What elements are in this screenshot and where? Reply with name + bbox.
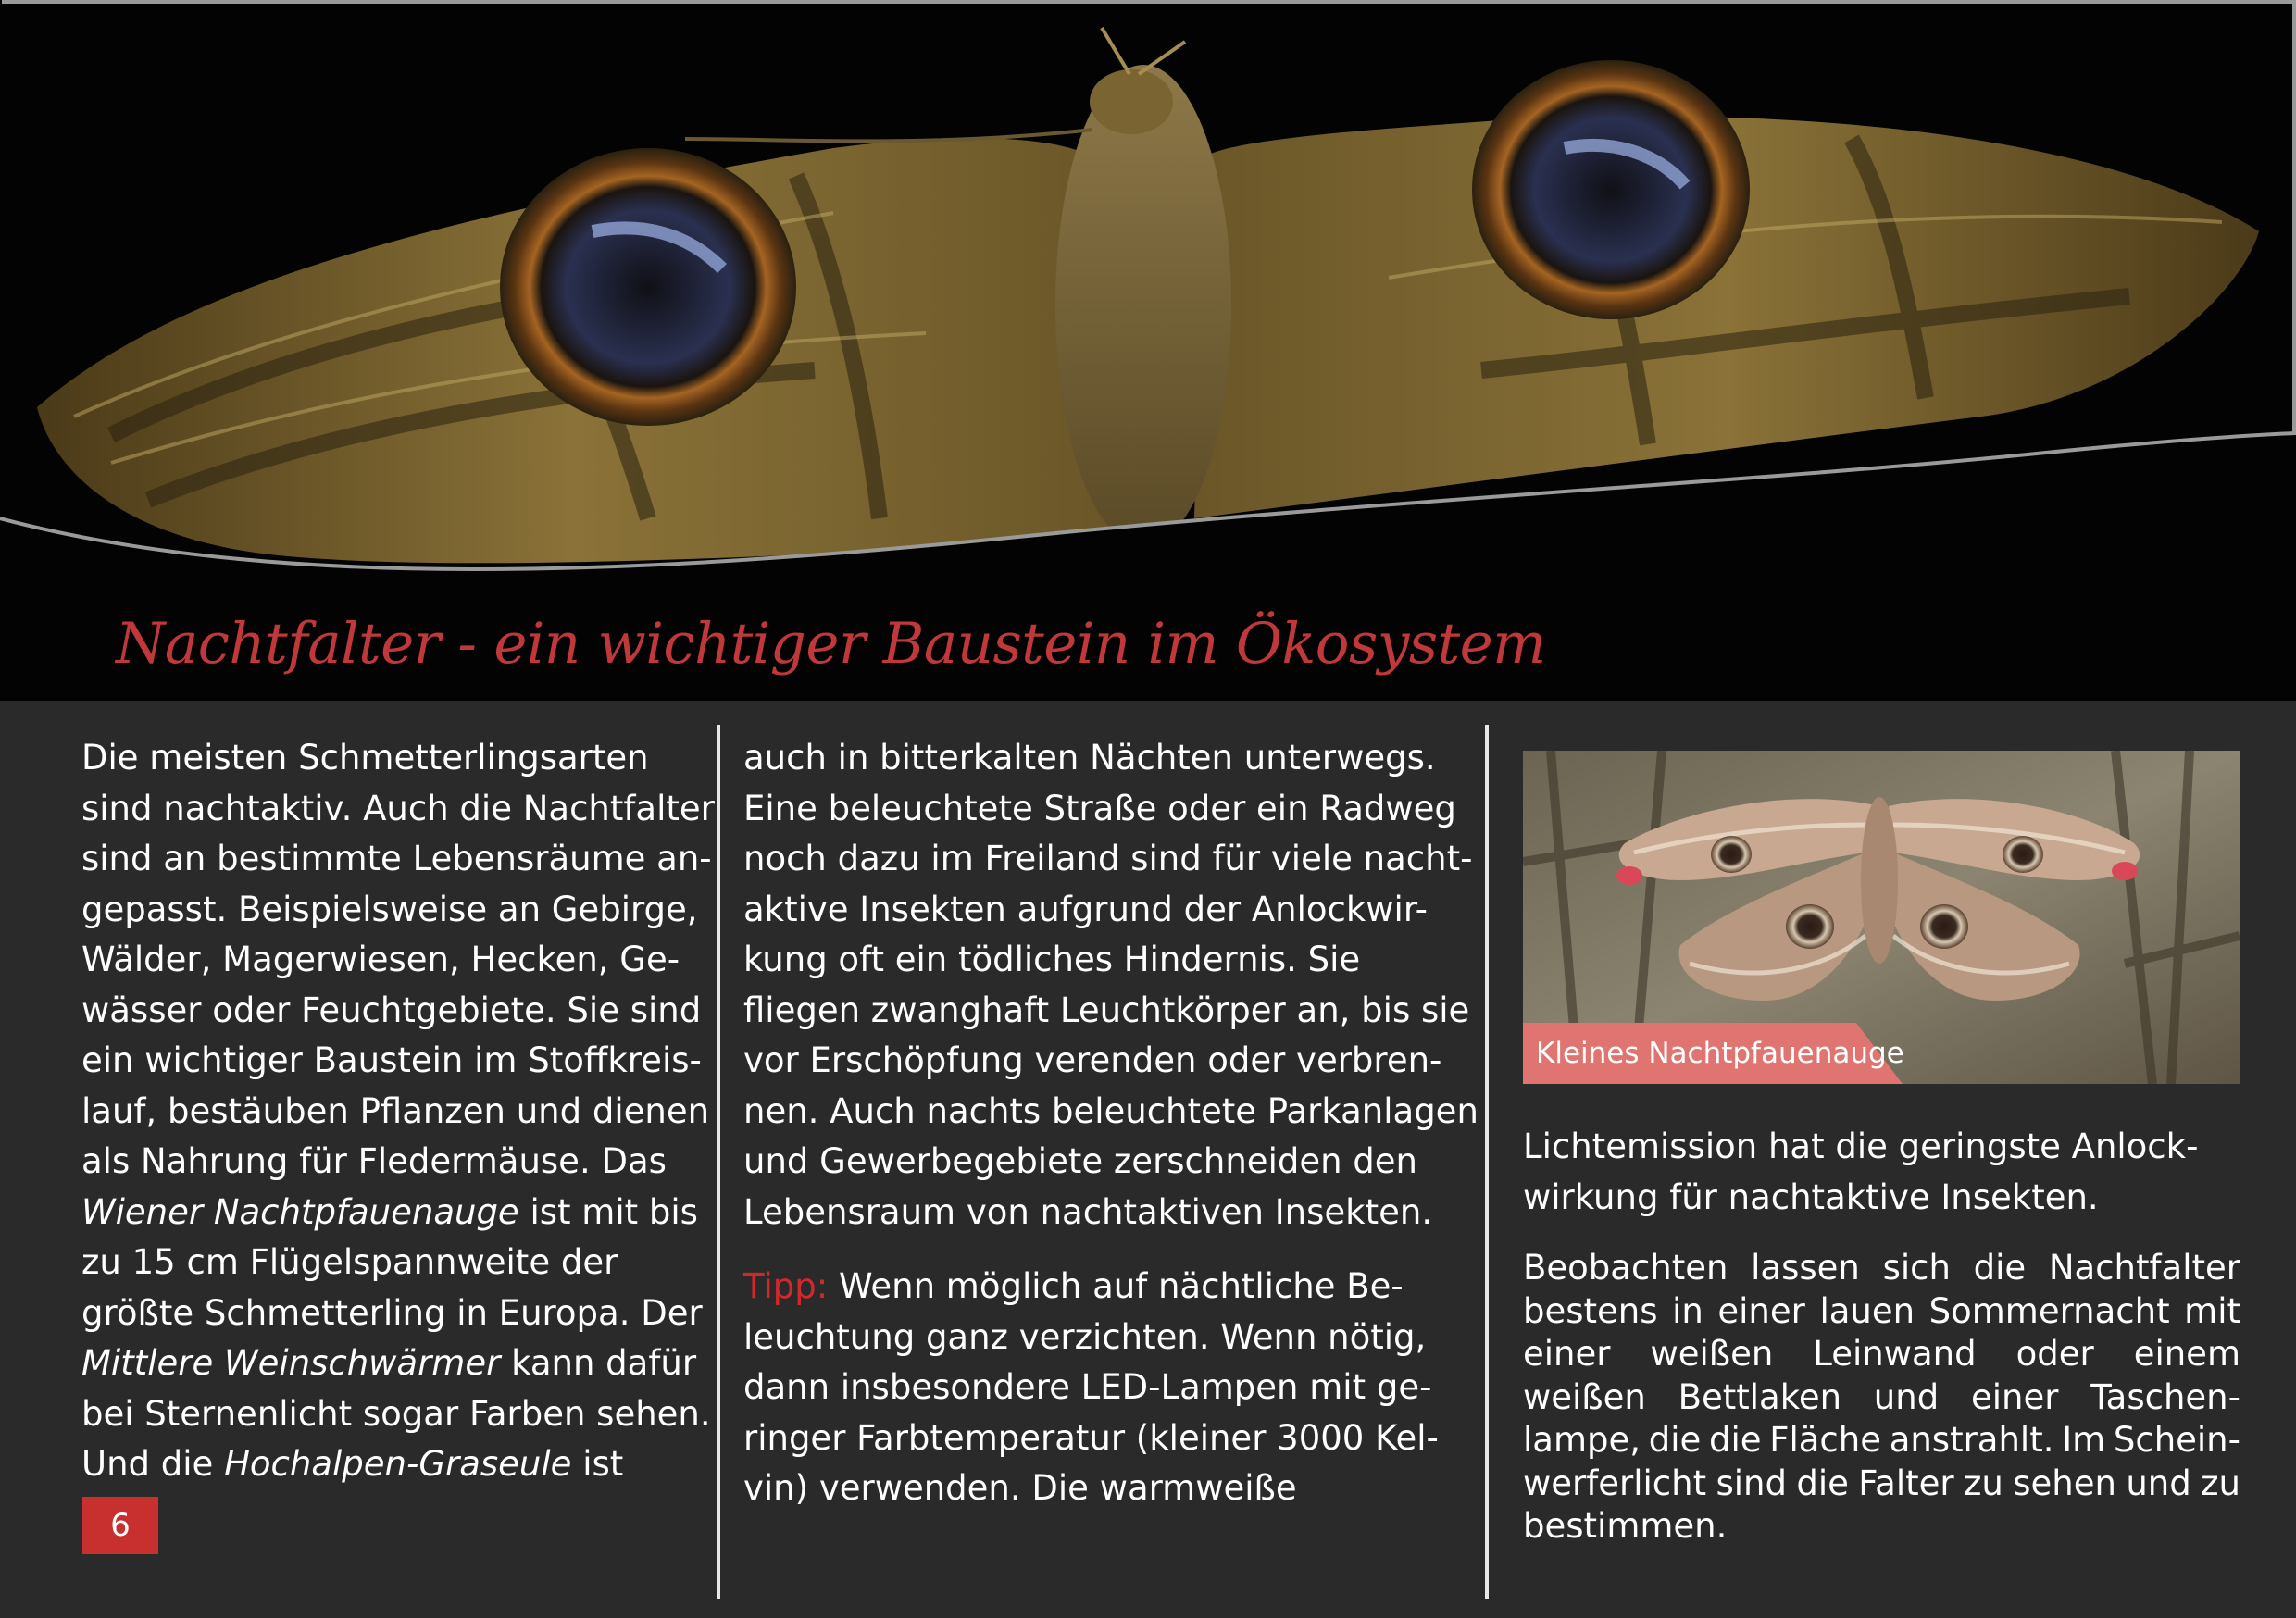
text-column-2 (743, 733, 1479, 1514)
justified-line (1523, 1290, 2240, 1334)
word: Leinwand (1813, 1334, 1977, 1374)
text-line: gepasst. Beispielsweise an Gebirge, (81, 889, 698, 929)
word: Taschen- (2090, 1376, 2240, 1417)
word: Nachtfalter (2048, 1248, 2240, 1288)
word: lauen (1819, 1290, 1915, 1331)
word: lassen (1751, 1248, 1860, 1288)
word: mit (2184, 1290, 2240, 1331)
text-line: zu 15 cm Flügelspannweite der (81, 1242, 618, 1282)
tip-label: Tipp: (743, 1266, 829, 1306)
page-number: 6 (82, 1497, 158, 1554)
justified-line (1523, 1247, 2240, 1290)
text-line: ein wichtiger Baustein im Stoffkreis- (81, 1040, 702, 1080)
text-line: lauf, bestäuben Pflanzen und dienen (81, 1090, 710, 1131)
justified-line (1523, 1333, 2240, 1376)
species-name: Mittlere Weinschwärmer (81, 1343, 501, 1383)
word: Fläche (1769, 1420, 1881, 1460)
text-line: fliegen zwanghaft Leuchtkörper an, bis sie (743, 989, 1470, 1030)
word: weißen (1650, 1334, 1774, 1374)
species-name: Hochalpen-Graseule (224, 1444, 572, 1484)
text-column-1 (81, 733, 730, 1490)
word: Im (2062, 1420, 2106, 1460)
word: zu (2201, 1462, 2240, 1503)
text-line: leuchtung ganz verzichten. Wenn nötig, (743, 1316, 1427, 1357)
justified-line (1523, 1419, 2240, 1462)
word: sind (1716, 1462, 1787, 1503)
text-line: aktive Insekten aufgrund der Anlockwir- (743, 889, 1429, 929)
word: Bettlaken (1678, 1376, 1842, 1417)
word: einer (1717, 1290, 1805, 1331)
word: weißen (1523, 1376, 1646, 1417)
word: die (1973, 1248, 2027, 1288)
text-line: bei Sternenlicht sogar Farben sehen. (81, 1393, 711, 1434)
word: sich (1882, 1248, 1951, 1288)
tip-line: Tipp: Wenn möglich auf nächtliche Be- (743, 1266, 1404, 1306)
text-line: noch dazu im Freiland sind für viele nacht- (743, 839, 1473, 878)
column-divider (1485, 725, 1489, 1599)
word: einer (1970, 1376, 2059, 1417)
word: und (1873, 1376, 1940, 1417)
page-title: Nachtfalter - ein wichtiger Baustein im Ökosystem (116, 611, 1546, 677)
word: anstrahlt. (1889, 1420, 2054, 1460)
word: einem (2133, 1334, 2240, 1374)
text-line: größte Schmetterling in Europa. Der (81, 1292, 703, 1333)
hero-section (0, 0, 2296, 701)
text-line: Eine beleuchtete Straße oder ein Radweg (743, 788, 1456, 828)
text-line: Lichtemission hat die geringste Anlock- (1523, 1126, 2199, 1166)
word: bestens (1523, 1290, 1658, 1331)
word: die (1796, 1462, 1849, 1503)
text-line: und Gewerbegebiete zerschneiden den (743, 1141, 1418, 1181)
justified-line (1523, 1462, 2240, 1506)
text-line: vin) verwenden. Die warmweiße (743, 1468, 1297, 1508)
word: und (2126, 1462, 2191, 1503)
word: werferlicht (1523, 1462, 1707, 1503)
text-line: Die meisten Schmetterlingsarten (81, 738, 649, 778)
text-column-3 (1523, 1122, 2240, 1549)
text-line: vor Erschöpfung verenden oder verbren- (743, 1040, 1442, 1080)
photo-caption: Kleines Nachtpfauenauge (1536, 1037, 1904, 1070)
word: einer (1523, 1334, 1611, 1374)
text-line: ringer Farbtemperatur (kleiner 3000 Kel- (743, 1417, 1439, 1458)
text-line: Lebensraum von nachtaktiven Insekten. (743, 1191, 1433, 1232)
word: Falter (1858, 1462, 1954, 1503)
word: Beobachten (1523, 1248, 1728, 1288)
word: Schein- (2113, 1420, 2240, 1460)
word: die (1708, 1420, 1762, 1460)
word: lampe, (1523, 1420, 1641, 1460)
text-line: Mittlere Weinschwärmer kann dafür (81, 1343, 697, 1383)
word: die (1648, 1420, 1702, 1460)
moth-photo (1523, 751, 2240, 1084)
column-divider (717, 725, 720, 1599)
text-line: sind an bestimmte Lebensräume an- (81, 839, 712, 878)
text-line: auch in bitterkalten Nächten unterwegs. (743, 738, 1436, 778)
word: Sommernacht (1928, 1290, 2170, 1331)
text-line: nen. Auch nachts beleuchtete Parkanlagen (743, 1090, 1479, 1131)
text-line: wirkung für nachtaktive Insekten. (1523, 1176, 2099, 1217)
text-line: sind nachtaktiv. Auch die Nachtfalter (81, 788, 715, 828)
species-name: Wiener Nachtpfauenauge (81, 1191, 519, 1232)
justified-line (1523, 1376, 2240, 1420)
word: zu (1963, 1462, 2003, 1503)
text-line: wässer oder Feuchtgebiete. Sie sind (81, 989, 702, 1030)
text-line: bestimmen. (1523, 1506, 1728, 1546)
text-line: dann insbesondere LED-Lampen mit ge- (743, 1367, 1432, 1407)
text-line: als Nahrung für Fledermäuse. Das (81, 1141, 667, 1181)
text-line: Und die Hochalpen-Graseule ist (81, 1444, 624, 1484)
word: in (1672, 1290, 1703, 1331)
moth-hero-image (0, 0, 2296, 701)
word: oder (2015, 1334, 2094, 1374)
text-line: kung oft ein tödliches Hindernis. Sie (743, 940, 1361, 979)
text-line: Wälder, Magerwiesen, Hecken, Ge- (81, 940, 680, 979)
word: sehen (2013, 1462, 2116, 1503)
text-line: Wiener Nachtpfauenauge ist mit bis (81, 1191, 698, 1232)
